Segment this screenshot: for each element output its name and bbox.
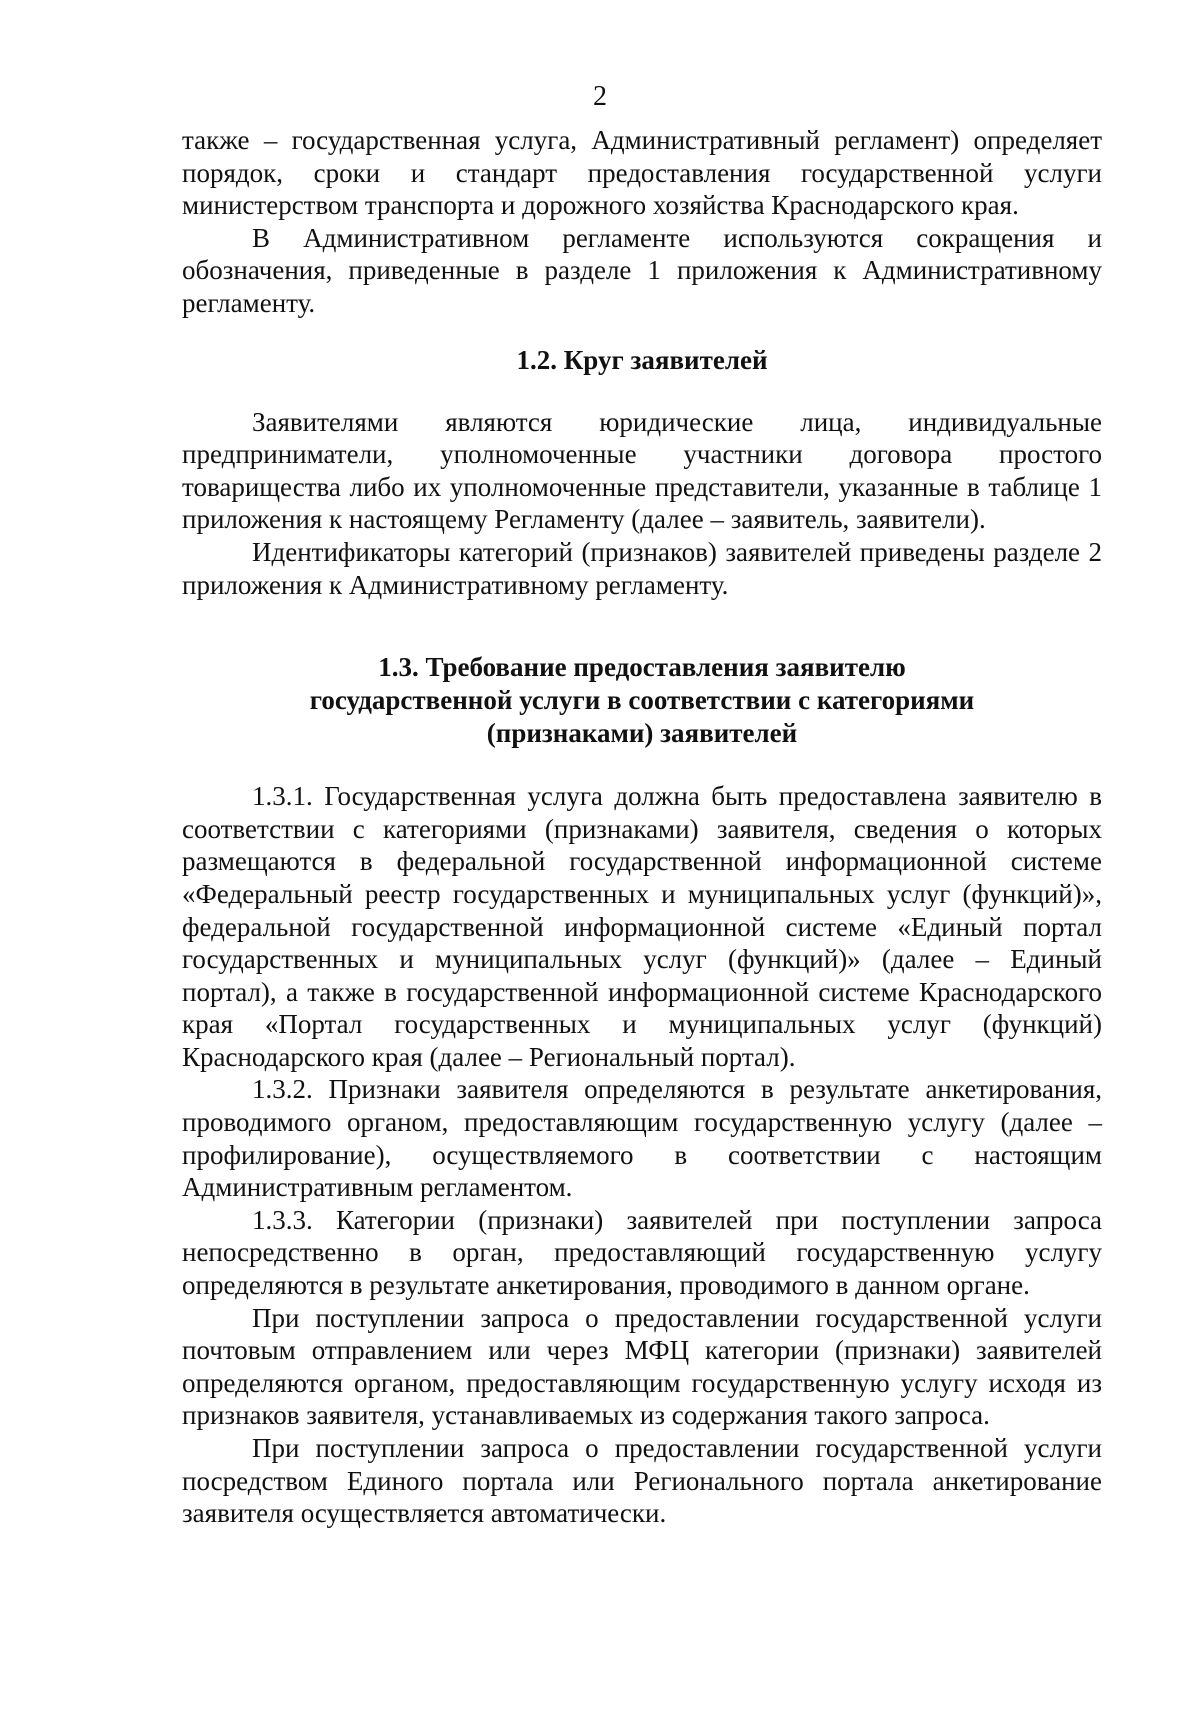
- portal-request-paragraph: При поступлении запроса о предоставлении государственной услуги посредством Единого портала или Регионального портала анкетирование заявителя осуществляется автоматически.: [182, 1433, 1102, 1529]
- section-heading-1-2: 1.2. Круг заявителей: [516, 344, 768, 375]
- document-body: [182, 124, 1102, 1530]
- section-heading-1-3-line-2: государственной услуги в соответствии с категориями: [309, 685, 975, 716]
- clause-1-3-1-paragraph: 1.3.1. Государственная услуга должна быть предоставлена заявителю в соответствии с категориями (признаками) заявителя, сведения о которых размещаются в федеральной государственной информационной системе «Федеральный реестр государственных и муниципальных услуг (функций)», федеральной государственной информационной системе «Единый портал государственных и муниципальных услуг (функций)» (далее – Единый портал), а также в государственной информационной системе Краснодарского края «Портал государственных и муниципальных услуг (функций) Краснодарского края (далее – Региональный портал).: [182, 781, 1102, 1072]
- section-heading-1-3: [182, 651, 1102, 750]
- clause-1-3-2-paragraph: 1.3.2. Признаки заявителя определяются в результате анкетирования, проводимого органом, предоставляющим государственную услугу (далее – профилирование), осуществляемого в соответствии с настоящим Административным регламентом.: [182, 1074, 1102, 1203]
- applicants-paragraph: Заявителями являются юридические лица, индивидуальные предприниматели, уполномоченные участники договора простого товарищества либо их уполномоченные представители, указанные в таблице 1 приложения к настоящему Регламенту (далее – заявитель, заявители).: [182, 406, 1102, 535]
- applicant-identifiers-paragraph: Идентификаторы категорий (признаков) заявителей приведены разделе 2 приложения к Административному регламенту.: [182, 536, 1102, 600]
- page-number: 2: [593, 81, 607, 112]
- section-heading-1-3-line-1: 1.3. Требование предоставления заявителю: [378, 652, 906, 683]
- intro-paragraph-continued: также – государственная услуга, Административный регламент) определяет порядок, сроки и стандарт предоставления государственной услуги министерством транспорта и дорожного хозяйства Краснодарского края.: [182, 125, 1102, 221]
- clause-1-3-3-paragraph: 1.3.3. Категории (признаки) заявителей при поступлении запроса непосредственно в орган, предоставляющий государственную услугу определяются в результате анкетирования, проводимого в данном органе.: [182, 1204, 1102, 1301]
- section-heading-1-3-line-3: (признаками) заявителей: [486, 718, 798, 749]
- intro-abbreviations-paragraph: В Административном регламенте используются сокращения и обозначения, приведенные в разделе 1 приложения к Административному регламенту.: [182, 222, 1102, 318]
- postal-request-paragraph: При поступлении запроса о предоставлении государственной услуги почтовым отправлением или через МФЦ категории (признаки) заявителей определяются органом, предоставляющим государственную услугу исходя из признаков заявителя, устанавливаемых из содержания такого запроса.: [182, 1302, 1102, 1431]
